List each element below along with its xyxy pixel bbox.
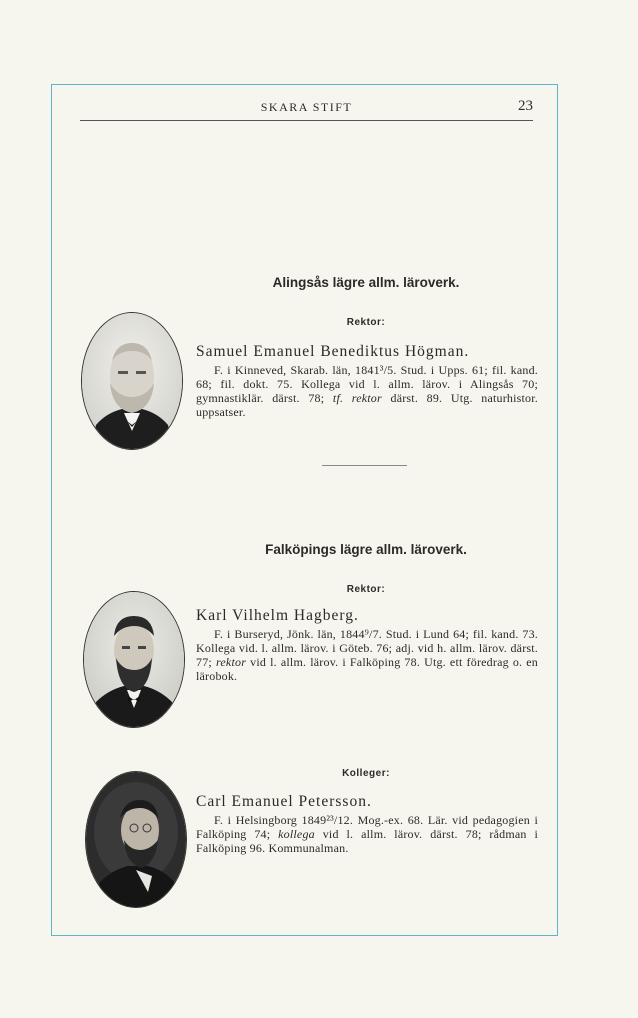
page-number: 23 bbox=[518, 98, 533, 114]
running-header bbox=[80, 100, 533, 121]
bio-entry-hagberg bbox=[196, 607, 538, 683]
portrait-petersson bbox=[85, 771, 187, 908]
role-label-kolleger: Kolleger: bbox=[342, 768, 390, 779]
bio-text: F. i Burseryd, Jönk. län, 1844⁹/7. Stud. i Lund 64; fil. kand. 73. Kollega vid. l. allm. lärov. i Göteb. 76; adj. vid h. allm. lärov. därst. 77; rektor vid l. allm. lärov. i Falköping 78. Utg. ett föredrag o. en lärobok. bbox=[196, 627, 538, 683]
bio-entry-hogman bbox=[196, 343, 538, 419]
bio-text: F. i Helsingborg 1849²³/12. Mog.-ex. 68. Lär. vid pedagogien i Falköping 74; kollega vid l. allm. lärov. därst. 78; rådman i Falköping 96. Kommunalman. bbox=[196, 813, 538, 855]
section-divider bbox=[322, 465, 407, 466]
role-label-rektor: Rektor: bbox=[346, 584, 386, 595]
running-title: SKARA STIFT bbox=[260, 100, 353, 114]
portrait-hagberg bbox=[83, 591, 185, 728]
person-name: Samuel Emanuel Benediktus Högman. bbox=[196, 343, 470, 360]
portrait-hogman bbox=[81, 312, 183, 450]
role-label-rektor: Rektor: bbox=[346, 317, 386, 328]
bio-entry-petersson bbox=[196, 793, 538, 855]
bio-text: F. i Kinneved, Skarab. län, 1841³/5. Stud. i Upps. 61; fil. kand. 68; fil. dokt. 75. Kollega vid l. allm. lärov. i Alingsås 70; gymnastiklär. därst. 78; tf. rektor därst. 89. Utg. naturhistor. uppsatser. bbox=[196, 363, 538, 419]
person-name: Karl Vilhelm Hagberg. bbox=[196, 607, 359, 624]
section-title-alingsas: Alingsås lägre allm. läroverk. bbox=[272, 275, 460, 290]
person-name: Carl Emanuel Petersson. bbox=[196, 793, 372, 810]
section-title-falkoping: Falköpings lägre allm. läroverk. bbox=[265, 542, 467, 557]
